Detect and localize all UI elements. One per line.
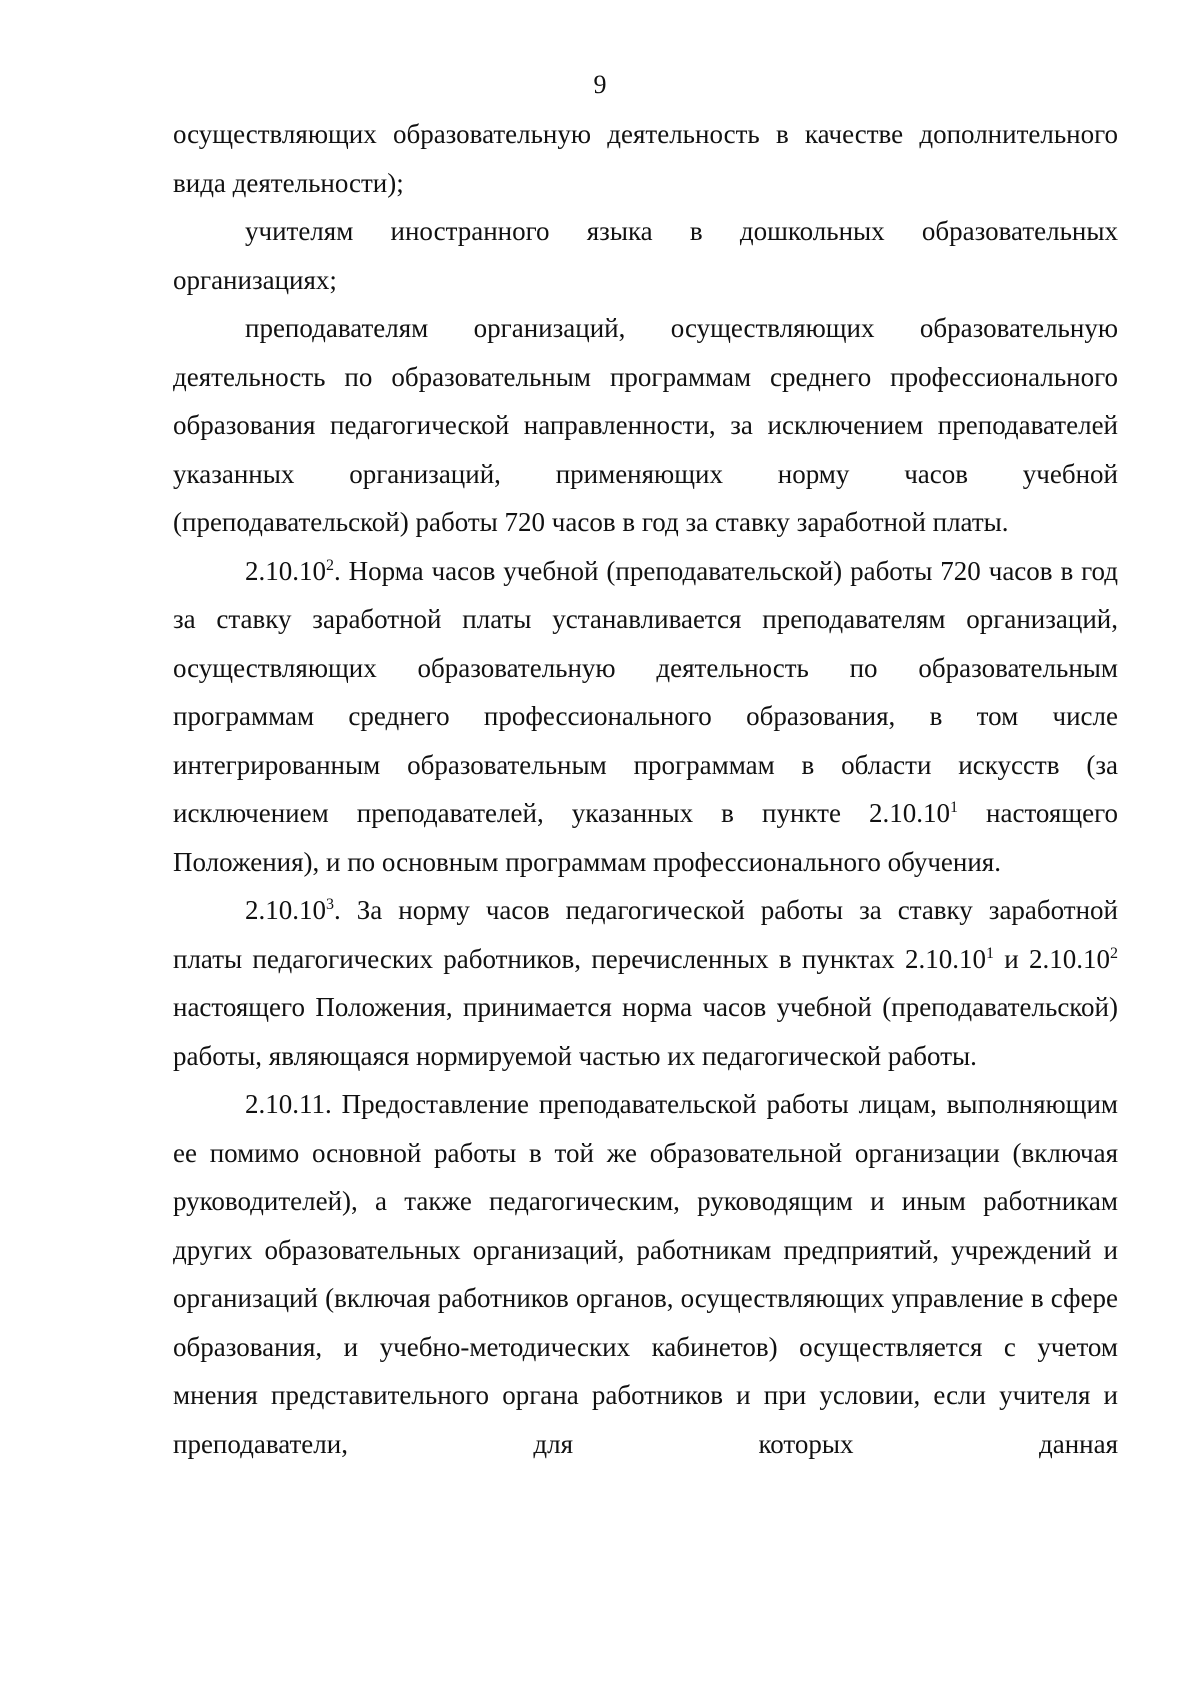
paragraph-continuation: осуществляющих образовательную деятельность в качестве дополнительного вида деятельности); [173, 119, 1118, 198]
paragraph-2-10-10-3 [173, 886, 1118, 1080]
clause-number-superscript: 3 [326, 896, 334, 913]
clause-reference: 2.10.10 [869, 798, 950, 828]
paragraph-foreign-language-teachers: учителям иностранного языка в дошкольных образовательных организациях; [173, 216, 1118, 295]
page-number: 9 [593, 70, 607, 99]
clause-reference: 2.10.10 [904, 943, 986, 974]
clause-text: . За норму часов педагогической работы за ставку заработной платы педагогических работников, перечисленных в пунктах [173, 895, 1118, 974]
paragraph-2-10-10-2 [173, 547, 1118, 887]
clause-text: настоящего Положения, принимается норма часов учебной (преподавательской) работы, являющаяся нормируемой частью их педагогической работы. [173, 992, 1118, 1071]
document-body [173, 110, 1118, 1468]
clause-text: настоящего Положения), и по основным программам профессионального обучения. [173, 798, 1118, 877]
clause-text: и [993, 943, 1029, 974]
clause-number-superscript: 2 [326, 556, 334, 574]
clause-reference-superscript: 1 [985, 944, 994, 962]
clause-reference-superscript: 2 [1110, 944, 1118, 962]
clause-reference: 2.10.10 [1029, 943, 1110, 974]
paragraph-2-10-11: 2.10.11. Предоставление преподавательской работы лицам, выполняющим ее помимо основной работы в той же образовательной организации (включая руководителей), а также педагогическим, руководящим и иным работникам других образовательных организаций, работникам предприятий, учреждений и организаций (включая работников органов, осуществляющих управление в сфере образования, и учебно-методических кабинетов) осуществляется с учетом мнения представительного органа работников и при условии, если учителя и преподаватели, для которых данная [173, 1089, 1118, 1459]
paragraph-college-lecturers: преподавателям организаций, осуществляющих образовательную деятельность по образовательным программам среднего профессионального образования педагогической направленности, за исключением преподавателей указанных организаций, применяющих норму часов учебной (преподавательской) работы 720 часов в год за ставку заработной платы. [173, 313, 1118, 537]
clause-text: . Норма часов учебной (преподавательской) работы 720 часов в год за ставку заработной платы устанавливается преподавателям организаций, осуществляющих образовательную деятельность по образовательным программам среднего профессионального образования, в том числе интегрированным образовательным программам в области искусств (за исключением преподавателей, указанных в пункте [173, 555, 1118, 828]
clause-reference-superscript: 1 [950, 799, 958, 816]
clause-number: 2.10.10 [245, 555, 326, 586]
clause-number: 2.10.10 [245, 895, 326, 925]
